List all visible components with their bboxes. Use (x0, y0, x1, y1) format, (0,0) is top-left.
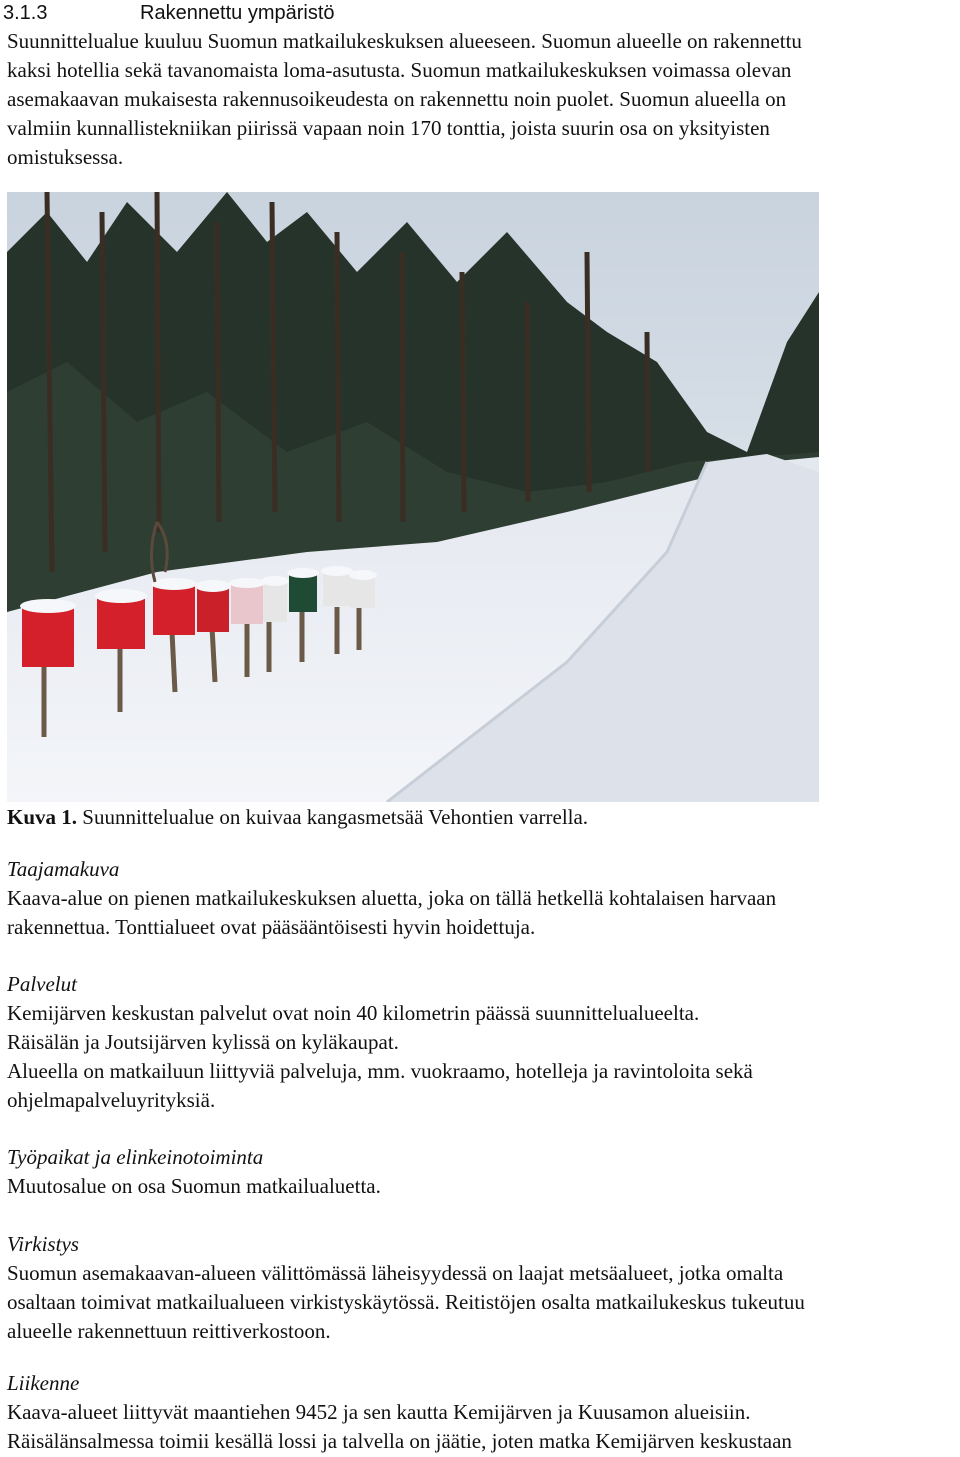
intro-line: asemakaavan mukaisesta rakennusoikeudesta on rakennettu noin puolet. Suomun alueella on (7, 87, 787, 111)
body-line: Kaava-alueet liittyvät maantiehen 9452 ja sen kautta Kemijärven ja Kuusamon alueisiin. (7, 1400, 751, 1424)
intro-line: omistuksessa. (7, 145, 124, 169)
winter-road-photo (7, 192, 819, 802)
figure-caption (7, 803, 588, 832)
heading-tyopaikat: Työpaikat ja elinkeinotoiminta (7, 1145, 264, 1169)
section-heading (3, 0, 953, 26)
heading-liikenne: Liikenne (7, 1371, 80, 1395)
body-line: ohjelmapalveluyrityksiä. (7, 1088, 216, 1112)
body-line: Räisälänsalmessa toimii kesällä lossi ja talvella on jäätie, joten matka Kemijärven keskustaan (7, 1429, 792, 1453)
section-title: Rakennettu ympäristö (140, 2, 335, 24)
figure-caption-text: Suunnittelualue on kuivaa kangasmetsää Vehontien varrella. (77, 805, 589, 829)
photo-illustration (7, 192, 819, 802)
body-line: Suomun asemakaavan-alueen välittömässä läheisyydessä on laajat metsäalueet, jotka omalta (7, 1261, 784, 1285)
figure-label: Kuva 1. (7, 805, 78, 829)
intro-line: kaksi hotellia sekä tavanomaista loma-asutusta. Suomun matkailukeskuksen voimassa olevan (7, 58, 792, 82)
body-line: Muutosalue on osa Suomun matkailualuetta. (7, 1174, 381, 1198)
body-line: osaltaan toimivat matkailualueen virkistyskäytössä. Reitistöjen osalta matkailukeskus tukeutuu (7, 1290, 805, 1314)
body-line: rakennettua. Tonttialueet ovat pääsääntöisesti hyvin hoidettuja. (7, 915, 536, 939)
heading-taajamakuva: Taajamakuva (7, 857, 120, 881)
body-line: alueelle rakennettuun reittiverkostoon. (7, 1319, 331, 1343)
heading-palvelut: Palvelut (7, 972, 77, 996)
section-number: 3.1.3 (3, 2, 48, 24)
intro-line: valmiin kunnallistekniikan piirissä vapaan noin 170 tonttia, joista suurin osa on yksityisten (7, 116, 770, 140)
body-line: Kaava-alue on pienen matkailukeskuksen aluetta, joka on tällä hetkellä kohtalaisen harvaan (7, 886, 777, 910)
body-line: Alueella on matkailuun liittyviä palveluja, mm. vuokraamo, hotelleja ja ravintoloita sekä (7, 1059, 753, 1083)
body-line: Kemijärven keskustan palvelut ovat noin 40 kilometrin päässä suunnittelualueelta. (7, 1001, 700, 1025)
body-line: Räisälän ja Joutsijärven kylissä on kyläkaupat. (7, 1030, 399, 1054)
heading-virkistys: Virkistys (7, 1232, 79, 1256)
intro-line: Suunnittelualue kuuluu Suomun matkailukeskuksen alueeseen. Suomun alueelle on rakennettu (7, 29, 802, 53)
